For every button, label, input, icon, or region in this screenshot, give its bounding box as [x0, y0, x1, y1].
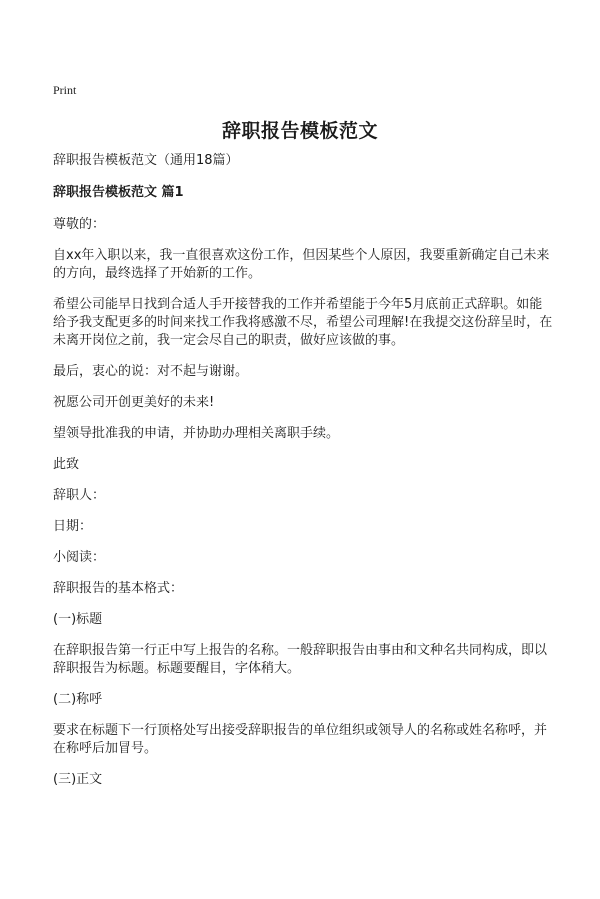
- print-link[interactable]: Print: [53, 83, 77, 97]
- body-paragraph: 望领导批准我的申请，并协助办理相关离职手续。: [53, 426, 340, 441]
- body-paragraph: 希望公司能早日找到合适人手开接替我的工作并希望能于今年5月底前正式辞职。如能给予我支配更多的时间来找工作我将感激不尽，希望公司理解!在我提交这份辞呈时，在未离开岗位之前，我一定会尽自己的职责，做好应该做的事。: [53, 297, 553, 348]
- reading-note-heading: 小阅读：: [53, 550, 106, 565]
- body-paragraph: 最后，衷心的说：对不起与谢谢。: [53, 364, 249, 379]
- date-line: 日期：: [53, 519, 93, 534]
- body-paragraph: 祝愿公司开创更美好的未来!: [53, 395, 215, 410]
- format-heading: 辞职报告的基本格式：: [53, 581, 184, 596]
- section-heading: 辞职报告模板范文 篇1: [53, 185, 184, 200]
- document-title: 辞职报告模板范文: [221, 120, 378, 142]
- signature-line: 辞职人：: [53, 488, 106, 503]
- salutation: 尊敬的：: [53, 217, 106, 232]
- format-item-heading: (二)称呼: [53, 692, 103, 707]
- body-paragraph: 自xx年入职以来，我一直很喜欢这份工作，但因某些个人原因，我要重新确定自己未来的方向，最终选择了开始新的工作。: [53, 248, 550, 281]
- closing-line: 此致: [53, 457, 80, 472]
- document-subtitle: 辞职报告模板范文（通用18篇）: [53, 153, 239, 168]
- format-item-text: 在辞职报告第一行正中写上报告的名称。一般辞职报告由事由和文种名共同构成，即以辞职报告为标题。标题要醒目，字体稍大。: [53, 643, 548, 676]
- format-item-heading: (一)标题: [53, 612, 103, 627]
- document-body: [53, 152, 553, 802]
- format-item-heading: (三)正文: [53, 772, 103, 787]
- format-item-text: 要求在标题下一行顶格处写出接受辞职报告的单位组织或领导人的名称或姓名称呼，并在称呼后加冒号。: [53, 723, 548, 756]
